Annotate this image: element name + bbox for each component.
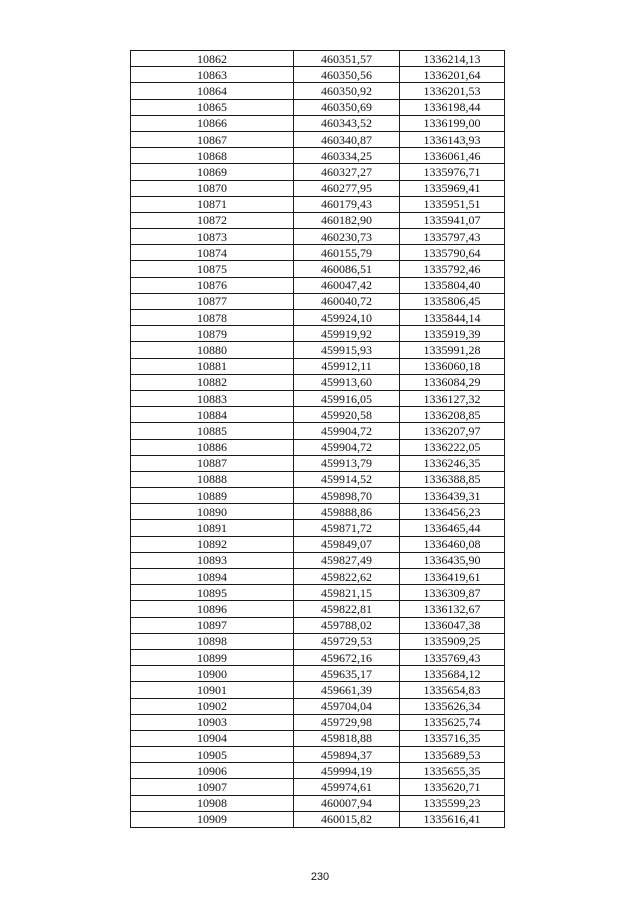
point-number-cell: 10875 bbox=[131, 261, 294, 277]
x-coordinate-cell: 459898,70 bbox=[294, 488, 400, 504]
y-coordinate-cell: 1335804,40 bbox=[400, 277, 505, 293]
y-coordinate-cell: 1335844,14 bbox=[400, 310, 505, 326]
x-coordinate-cell: 460047,42 bbox=[294, 277, 400, 293]
point-number-cell: 10890 bbox=[131, 504, 294, 520]
table-row bbox=[131, 601, 505, 617]
table-row bbox=[131, 471, 505, 487]
table-row bbox=[131, 326, 505, 342]
table-row bbox=[131, 666, 505, 682]
y-coordinate-cell: 1336132,67 bbox=[400, 601, 505, 617]
point-number-cell: 10868 bbox=[131, 148, 294, 164]
y-coordinate-cell: 1335951,51 bbox=[400, 196, 505, 212]
point-number-cell: 10863 bbox=[131, 67, 294, 83]
point-number-cell: 10899 bbox=[131, 649, 294, 665]
y-coordinate-cell: 1335909,25 bbox=[400, 633, 505, 649]
y-coordinate-cell: 1335969,41 bbox=[400, 180, 505, 196]
y-coordinate-cell: 1336460,08 bbox=[400, 536, 505, 552]
point-number-cell: 10885 bbox=[131, 423, 294, 439]
point-number-cell: 10881 bbox=[131, 358, 294, 374]
y-coordinate-cell: 1335790,64 bbox=[400, 245, 505, 261]
point-number-cell: 10884 bbox=[131, 407, 294, 423]
point-number-cell: 10893 bbox=[131, 552, 294, 568]
y-coordinate-cell: 1336127,32 bbox=[400, 390, 505, 406]
x-coordinate-cell: 460155,79 bbox=[294, 245, 400, 261]
x-coordinate-cell: 459914,52 bbox=[294, 471, 400, 487]
point-number-cell: 10895 bbox=[131, 585, 294, 601]
x-coordinate-cell: 459913,60 bbox=[294, 374, 400, 390]
x-coordinate-cell: 459912,11 bbox=[294, 358, 400, 374]
table-row bbox=[131, 164, 505, 180]
x-coordinate-cell: 460350,69 bbox=[294, 99, 400, 115]
x-coordinate-cell: 460040,72 bbox=[294, 293, 400, 309]
point-number-cell: 10907 bbox=[131, 779, 294, 795]
point-number-cell: 10880 bbox=[131, 342, 294, 358]
point-number-cell: 10864 bbox=[131, 83, 294, 99]
x-coordinate-cell: 459818,88 bbox=[294, 730, 400, 746]
point-number-cell: 10883 bbox=[131, 390, 294, 406]
table-row bbox=[131, 390, 505, 406]
x-coordinate-cell: 459919,92 bbox=[294, 326, 400, 342]
x-coordinate-cell: 459894,37 bbox=[294, 747, 400, 763]
x-coordinate-cell: 460351,57 bbox=[294, 51, 400, 67]
x-coordinate-cell: 460334,25 bbox=[294, 148, 400, 164]
x-coordinate-cell: 459915,93 bbox=[294, 342, 400, 358]
table-row bbox=[131, 569, 505, 585]
x-coordinate-cell: 460015,82 bbox=[294, 811, 400, 827]
y-coordinate-cell: 1336456,23 bbox=[400, 504, 505, 520]
y-coordinate-cell: 1336199,00 bbox=[400, 115, 505, 131]
y-coordinate-cell: 1335797,43 bbox=[400, 229, 505, 245]
x-coordinate-cell: 459635,17 bbox=[294, 666, 400, 682]
x-coordinate-cell: 460230,73 bbox=[294, 229, 400, 245]
table-row bbox=[131, 633, 505, 649]
y-coordinate-cell: 1336061,46 bbox=[400, 148, 505, 164]
table-row bbox=[131, 779, 505, 795]
table-row bbox=[131, 358, 505, 374]
y-coordinate-cell: 1335599,23 bbox=[400, 795, 505, 811]
y-coordinate-cell: 1336439,31 bbox=[400, 488, 505, 504]
table-row bbox=[131, 310, 505, 326]
y-coordinate-cell: 1336208,85 bbox=[400, 407, 505, 423]
point-number-cell: 10894 bbox=[131, 569, 294, 585]
table-row bbox=[131, 99, 505, 115]
y-coordinate-cell: 1336060,18 bbox=[400, 358, 505, 374]
point-number-cell: 10897 bbox=[131, 617, 294, 633]
point-number-cell: 10867 bbox=[131, 131, 294, 147]
coordinates-table-body bbox=[131, 51, 505, 828]
point-number-cell: 10887 bbox=[131, 455, 294, 471]
y-coordinate-cell: 1335976,71 bbox=[400, 164, 505, 180]
table-row bbox=[131, 423, 505, 439]
point-number-cell: 10873 bbox=[131, 229, 294, 245]
x-coordinate-cell: 459788,02 bbox=[294, 617, 400, 633]
y-coordinate-cell: 1336198,44 bbox=[400, 99, 505, 115]
point-number-cell: 10891 bbox=[131, 520, 294, 536]
x-coordinate-cell: 460179,43 bbox=[294, 196, 400, 212]
y-coordinate-cell: 1335684,12 bbox=[400, 666, 505, 682]
x-coordinate-cell: 459904,72 bbox=[294, 423, 400, 439]
y-coordinate-cell: 1335655,35 bbox=[400, 763, 505, 779]
table-row bbox=[131, 536, 505, 552]
x-coordinate-cell: 459661,39 bbox=[294, 682, 400, 698]
x-coordinate-cell: 459827,49 bbox=[294, 552, 400, 568]
point-number-cell: 10871 bbox=[131, 196, 294, 212]
y-coordinate-cell: 1336465,44 bbox=[400, 520, 505, 536]
x-coordinate-cell: 459904,72 bbox=[294, 439, 400, 455]
point-number-cell: 10909 bbox=[131, 811, 294, 827]
point-number-cell: 10903 bbox=[131, 714, 294, 730]
y-coordinate-cell: 1335654,83 bbox=[400, 682, 505, 698]
x-coordinate-cell: 460340,87 bbox=[294, 131, 400, 147]
table-row bbox=[131, 196, 505, 212]
x-coordinate-cell: 459924,10 bbox=[294, 310, 400, 326]
table-row bbox=[131, 83, 505, 99]
x-coordinate-cell: 459672,16 bbox=[294, 649, 400, 665]
x-coordinate-cell: 459916,05 bbox=[294, 390, 400, 406]
point-number-cell: 10908 bbox=[131, 795, 294, 811]
y-coordinate-cell: 1336246,35 bbox=[400, 455, 505, 471]
table-row bbox=[131, 730, 505, 746]
y-coordinate-cell: 1335941,07 bbox=[400, 212, 505, 228]
y-coordinate-cell: 1335626,34 bbox=[400, 698, 505, 714]
table-row bbox=[131, 552, 505, 568]
table-row bbox=[131, 277, 505, 293]
point-number-cell: 10866 bbox=[131, 115, 294, 131]
point-number-cell: 10900 bbox=[131, 666, 294, 682]
table-row bbox=[131, 617, 505, 633]
point-number-cell: 10901 bbox=[131, 682, 294, 698]
table-row bbox=[131, 747, 505, 763]
y-coordinate-cell: 1336201,53 bbox=[400, 83, 505, 99]
point-number-cell: 10869 bbox=[131, 164, 294, 180]
x-coordinate-cell: 459729,98 bbox=[294, 714, 400, 730]
table-row bbox=[131, 585, 505, 601]
x-coordinate-cell: 459822,81 bbox=[294, 601, 400, 617]
point-number-cell: 10902 bbox=[131, 698, 294, 714]
table-row bbox=[131, 455, 505, 471]
x-coordinate-cell: 459849,07 bbox=[294, 536, 400, 552]
table-row bbox=[131, 714, 505, 730]
table-row bbox=[131, 293, 505, 309]
x-coordinate-cell: 459994,19 bbox=[294, 763, 400, 779]
table-row bbox=[131, 698, 505, 714]
page-number: 230 bbox=[310, 871, 330, 883]
point-number-cell: 10874 bbox=[131, 245, 294, 261]
point-number-cell: 10865 bbox=[131, 99, 294, 115]
x-coordinate-cell: 459913,79 bbox=[294, 455, 400, 471]
point-number-cell: 10898 bbox=[131, 633, 294, 649]
table-row bbox=[131, 245, 505, 261]
table-row bbox=[131, 115, 505, 131]
point-number-cell: 10876 bbox=[131, 277, 294, 293]
table-row bbox=[131, 212, 505, 228]
y-coordinate-cell: 1336309,87 bbox=[400, 585, 505, 601]
y-coordinate-cell: 1335716,35 bbox=[400, 730, 505, 746]
point-number-cell: 10872 bbox=[131, 212, 294, 228]
point-number-cell: 10882 bbox=[131, 374, 294, 390]
table-row bbox=[131, 439, 505, 455]
table-row bbox=[131, 131, 505, 147]
table-row bbox=[131, 649, 505, 665]
y-coordinate-cell: 1336435,90 bbox=[400, 552, 505, 568]
table-row bbox=[131, 261, 505, 277]
table-row bbox=[131, 148, 505, 164]
y-coordinate-cell: 1335792,46 bbox=[400, 261, 505, 277]
point-number-cell: 10904 bbox=[131, 730, 294, 746]
x-coordinate-cell: 459729,53 bbox=[294, 633, 400, 649]
x-coordinate-cell: 459974,61 bbox=[294, 779, 400, 795]
x-coordinate-cell: 459920,58 bbox=[294, 407, 400, 423]
y-coordinate-cell: 1336419,61 bbox=[400, 569, 505, 585]
coordinates-table bbox=[130, 50, 505, 828]
x-coordinate-cell: 460350,56 bbox=[294, 67, 400, 83]
point-number-cell: 10877 bbox=[131, 293, 294, 309]
x-coordinate-cell: 459888,86 bbox=[294, 504, 400, 520]
table-row bbox=[131, 374, 505, 390]
x-coordinate-cell: 460277,95 bbox=[294, 180, 400, 196]
x-coordinate-cell: 460343,52 bbox=[294, 115, 400, 131]
y-coordinate-cell: 1336084,29 bbox=[400, 374, 505, 390]
y-coordinate-cell: 1335919,39 bbox=[400, 326, 505, 342]
point-number-cell: 10906 bbox=[131, 763, 294, 779]
y-coordinate-cell: 1336047,38 bbox=[400, 617, 505, 633]
point-number-cell: 10888 bbox=[131, 471, 294, 487]
table-row bbox=[131, 229, 505, 245]
x-coordinate-cell: 459822,62 bbox=[294, 569, 400, 585]
x-coordinate-cell: 460327,27 bbox=[294, 164, 400, 180]
table-row bbox=[131, 51, 505, 67]
y-coordinate-cell: 1336214,13 bbox=[400, 51, 505, 67]
table-row bbox=[131, 520, 505, 536]
point-number-cell: 10879 bbox=[131, 326, 294, 342]
point-number-cell: 10862 bbox=[131, 51, 294, 67]
y-coordinate-cell: 1335620,71 bbox=[400, 779, 505, 795]
y-coordinate-cell: 1335806,45 bbox=[400, 293, 505, 309]
x-coordinate-cell: 459821,15 bbox=[294, 585, 400, 601]
x-coordinate-cell: 460007,94 bbox=[294, 795, 400, 811]
y-coordinate-cell: 1336207,97 bbox=[400, 423, 505, 439]
table-row bbox=[131, 488, 505, 504]
point-number-cell: 10905 bbox=[131, 747, 294, 763]
y-coordinate-cell: 1336388,85 bbox=[400, 471, 505, 487]
x-coordinate-cell: 459871,72 bbox=[294, 520, 400, 536]
y-coordinate-cell: 1336222,05 bbox=[400, 439, 505, 455]
y-coordinate-cell: 1335689,53 bbox=[400, 747, 505, 763]
point-number-cell: 10892 bbox=[131, 536, 294, 552]
table-row bbox=[131, 504, 505, 520]
point-number-cell: 10878 bbox=[131, 310, 294, 326]
y-coordinate-cell: 1336143,93 bbox=[400, 131, 505, 147]
table-row bbox=[131, 682, 505, 698]
table-row bbox=[131, 763, 505, 779]
table-row bbox=[131, 67, 505, 83]
table-row bbox=[131, 795, 505, 811]
x-coordinate-cell: 460086,51 bbox=[294, 261, 400, 277]
table-row bbox=[131, 811, 505, 827]
table-row bbox=[131, 342, 505, 358]
y-coordinate-cell: 1335625,74 bbox=[400, 714, 505, 730]
x-coordinate-cell: 460182,90 bbox=[294, 212, 400, 228]
y-coordinate-cell: 1335616,41 bbox=[400, 811, 505, 827]
point-number-cell: 10870 bbox=[131, 180, 294, 196]
point-number-cell: 10886 bbox=[131, 439, 294, 455]
point-number-cell: 10896 bbox=[131, 601, 294, 617]
x-coordinate-cell: 459704,04 bbox=[294, 698, 400, 714]
x-coordinate-cell: 460350,92 bbox=[294, 83, 400, 99]
point-number-cell: 10889 bbox=[131, 488, 294, 504]
y-coordinate-cell: 1335991,28 bbox=[400, 342, 505, 358]
table-row bbox=[131, 407, 505, 423]
y-coordinate-cell: 1336201,64 bbox=[400, 67, 505, 83]
table-row bbox=[131, 180, 505, 196]
y-coordinate-cell: 1335769,43 bbox=[400, 649, 505, 665]
